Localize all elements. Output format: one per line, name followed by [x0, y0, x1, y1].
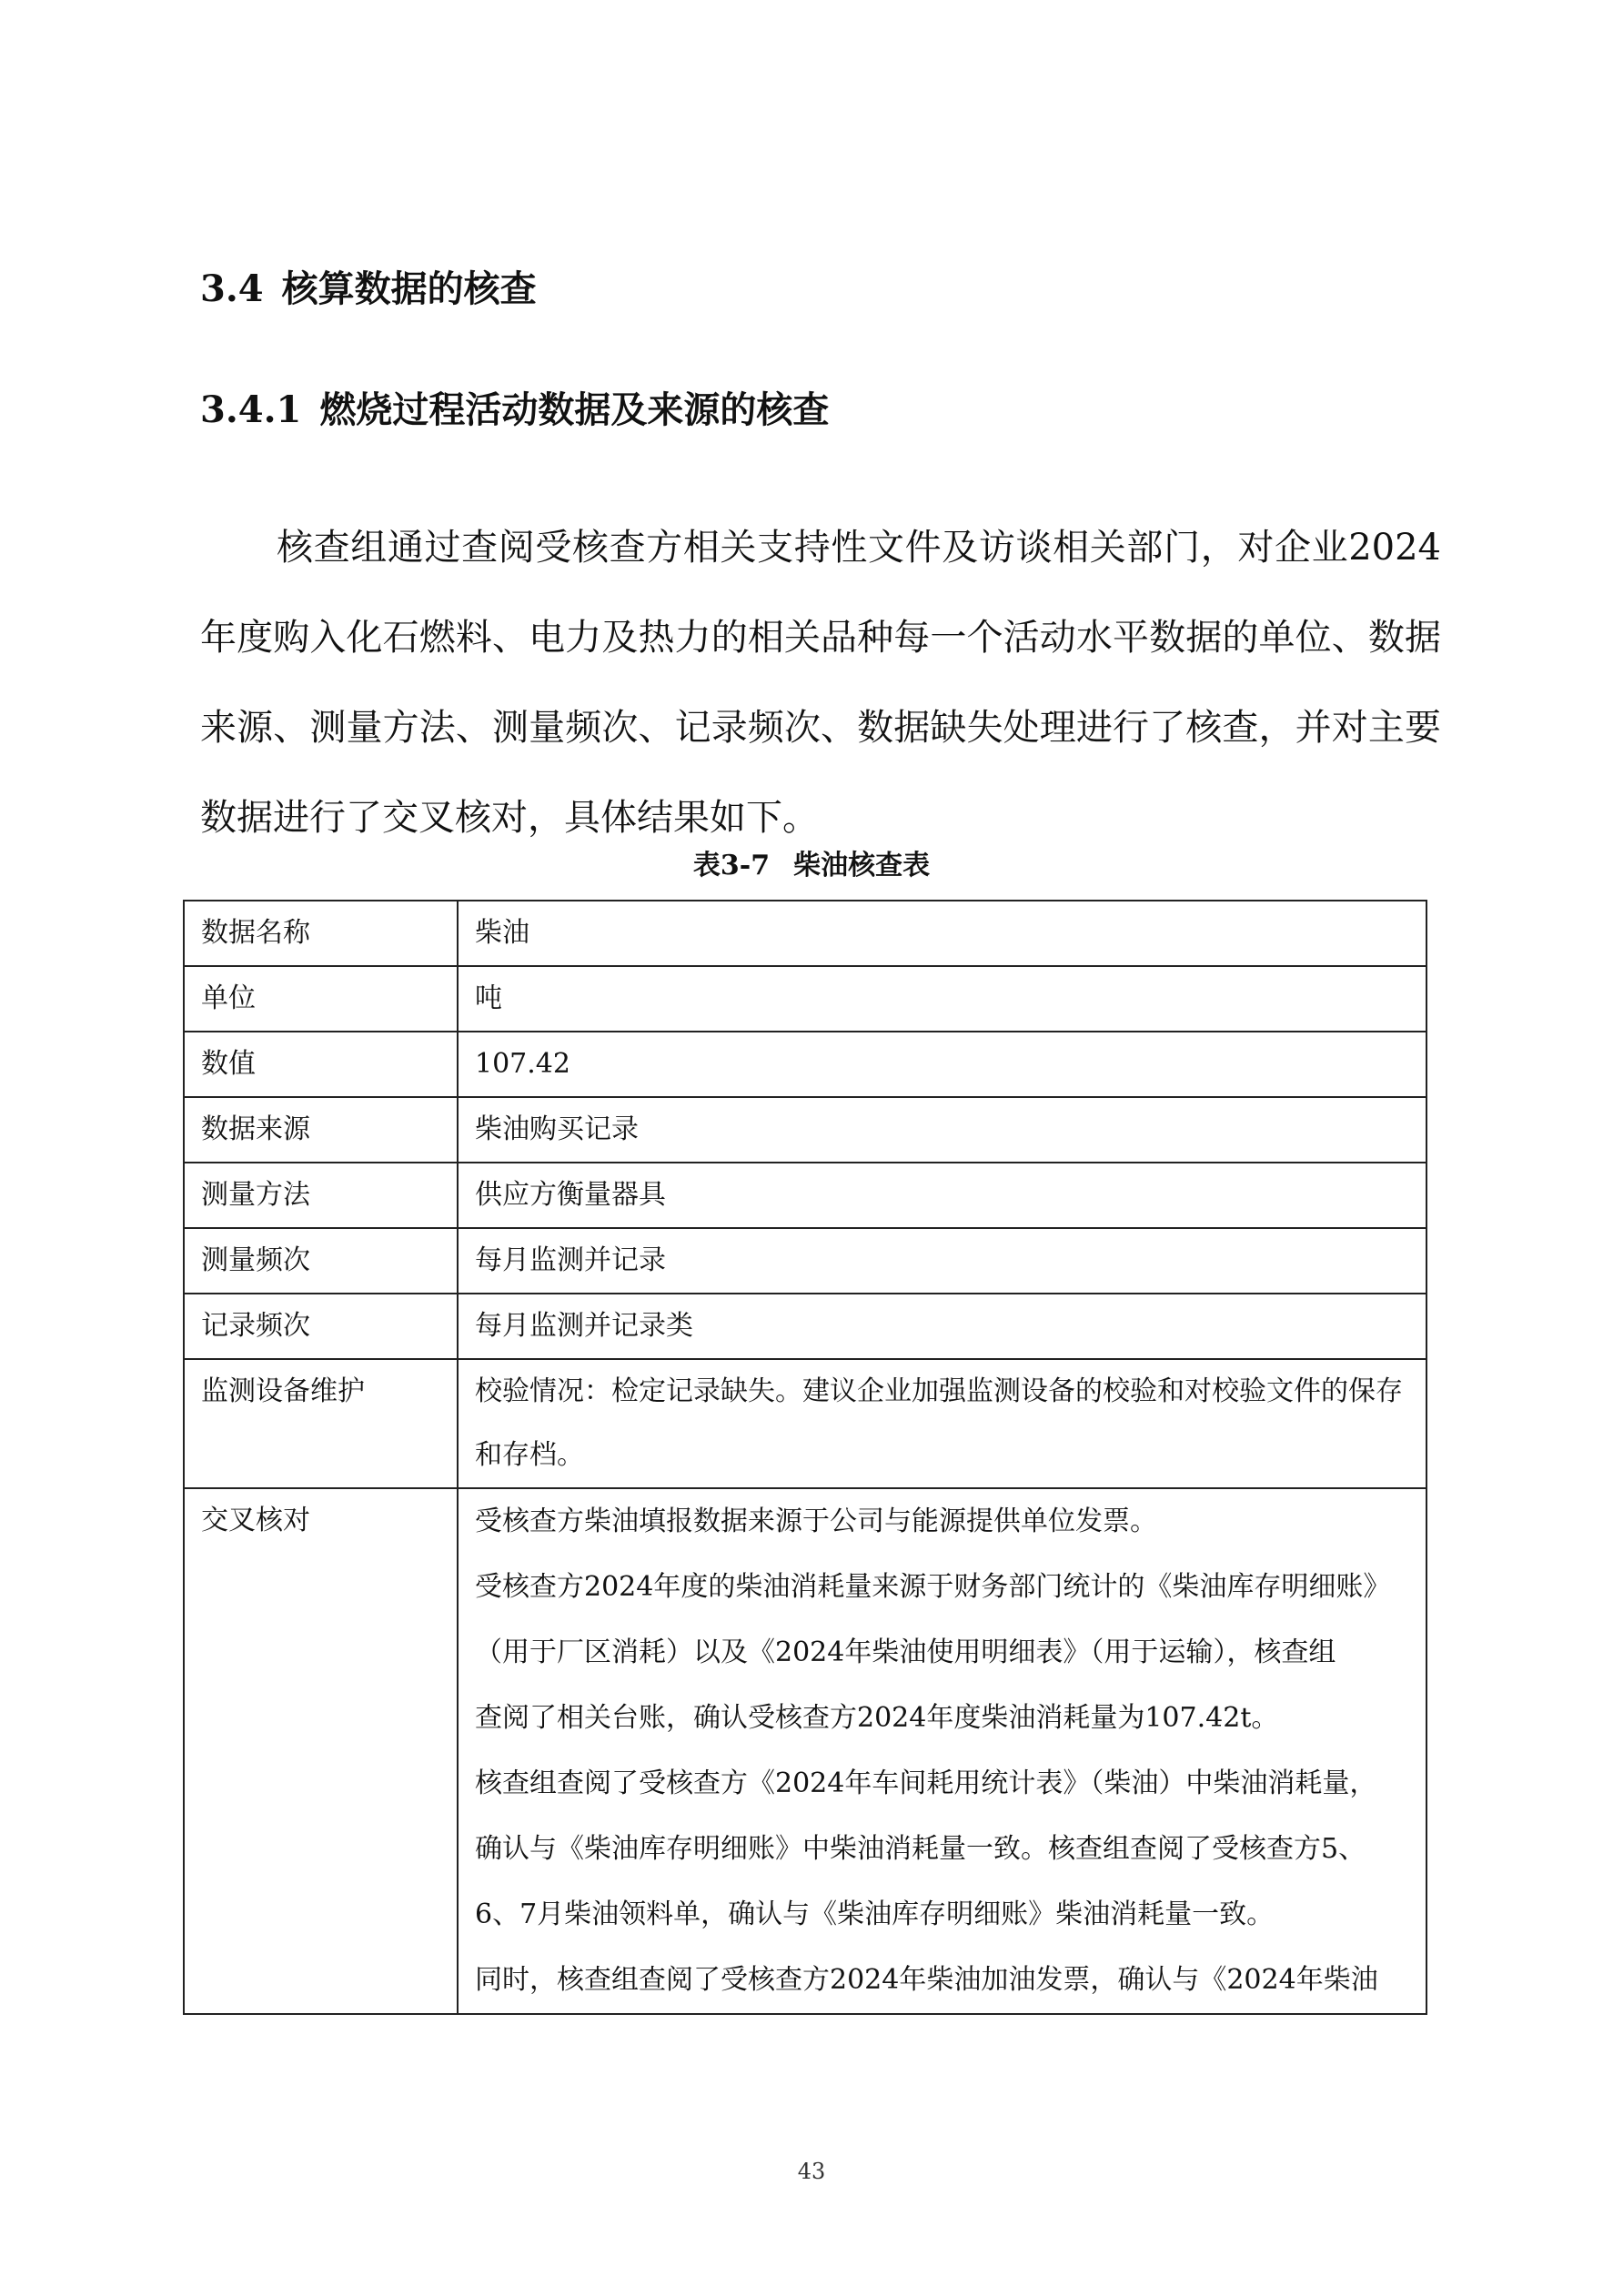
row-key: 数据来源: [184, 1097, 458, 1163]
row-key: 记录频次: [184, 1294, 458, 1359]
cross-check-line: 查阅了相关台账，确认受核查方2024年度柴油消耗量为107.42t。: [475, 1702, 1279, 1734]
row-value: 柴油: [458, 901, 1426, 966]
subsection-number: 3.4.1: [200, 388, 302, 431]
row-value: 柴油购买记录: [458, 1097, 1426, 1163]
row-value: 107.42: [458, 1032, 1426, 1097]
row-key: 监测设备维护: [184, 1359, 458, 1488]
section-title: 核算数据的核查: [281, 267, 537, 310]
section-number: 3.4: [200, 267, 264, 310]
cross-check-line: 同时，核查组查阅了受核查方2024年柴油加油发票，确认与《2024年柴油: [475, 1964, 1378, 1996]
cross-check-line: 确认与《柴油库存明细账》中柴油消耗量一致。核查组查阅了受核查方5、: [475, 1833, 1366, 1865]
table-row: [184, 1359, 1426, 1488]
table-caption-title: 柴油核查表: [793, 850, 931, 881]
row-key: 数据名称: [184, 901, 458, 966]
diesel-check-table: [183, 900, 1427, 2015]
page-number: 43: [797, 2159, 826, 2184]
section-heading: [200, 264, 537, 315]
row-key: 单位: [184, 966, 458, 1032]
row-key: 交叉核对: [184, 1488, 458, 2014]
intro-paragraph: 核查组通过查阅受核查方相关支持性文件及访谈相关部门，对企业2024年度购入化石燃料、电力及热力的相关品种每一个活动水平数据的单位、数据来源、测量方法、测量频次、记录频次、数据缺失处理进行了核查，并对主要数据进行了交叉核对，具体结果如下。: [200, 527, 1441, 839]
cross-check-line: 受核查方柴油填报数据来源于公司与能源提供单位发票。: [475, 1505, 1157, 1537]
table-row: [184, 1488, 1426, 2014]
row-value: 每月监测并记录类: [458, 1294, 1426, 1359]
row-value: 校验情况：检定记录缺失。建议企业加强监测设备的校验和对校验文件的保存和存档。: [458, 1359, 1426, 1488]
table-row: [184, 966, 1426, 1032]
cross-check-line: 6、7月柴油领料单，确认与《柴油库存明细账》柴油消耗量一致。: [475, 1898, 1275, 1930]
table-row: [184, 901, 1426, 966]
row-value-cross-check: [458, 1488, 1426, 2014]
row-key: 数值: [184, 1032, 458, 1097]
row-value: 吨: [458, 966, 1426, 1032]
row-value: 供应方衡量器具: [458, 1163, 1426, 1228]
cross-check-line: 受核查方2024年度的柴油消耗量来源于财务部门统计的《柴油库存明细账》: [475, 1571, 1391, 1603]
table-caption-number: 表3-7: [692, 850, 771, 881]
row-key: 测量频次: [184, 1228, 458, 1294]
cross-check-line: 核查组查阅了受核查方《2024年车间耗用统计表》（柴油）中柴油消耗量，: [475, 1767, 1377, 1799]
cross-check-line: （用于厂区消耗）以及《2024年柴油使用明细表》（用于运输），核查组: [475, 1636, 1336, 1668]
table-row: [184, 1228, 1426, 1294]
table-row: [184, 1097, 1426, 1163]
table-row: [184, 1032, 1426, 1097]
table-row: [184, 1294, 1426, 1359]
row-value: 每月监测并记录: [458, 1228, 1426, 1294]
row-key: 测量方法: [184, 1163, 458, 1228]
table-row: [184, 1163, 1426, 1228]
table-caption: [0, 848, 1623, 884]
subsection-title: 燃烧过程活动数据及来源的核查: [319, 388, 830, 431]
subsection-heading: [200, 385, 829, 436]
